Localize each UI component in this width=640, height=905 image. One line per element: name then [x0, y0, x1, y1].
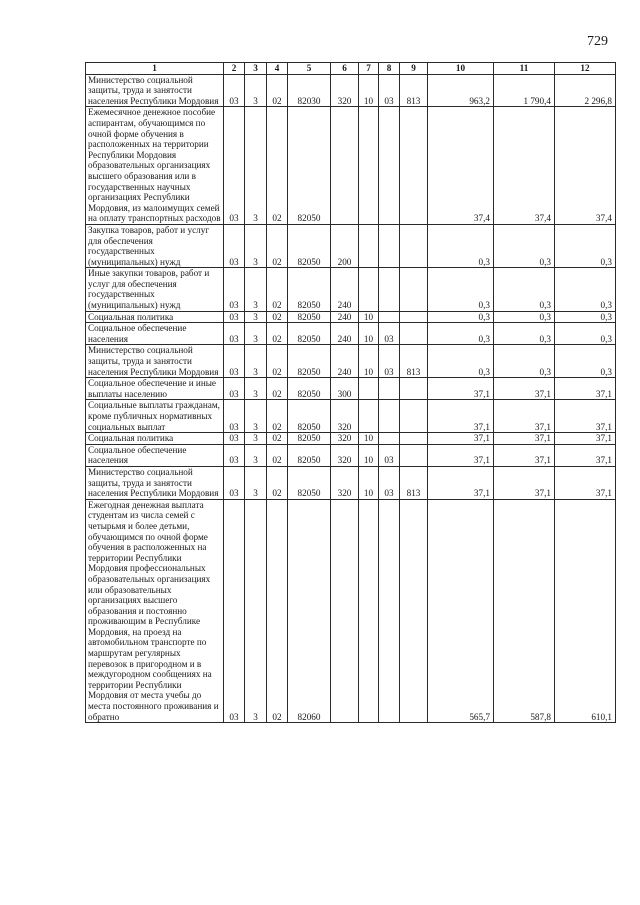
table-cell: 565,7 [428, 499, 494, 722]
table-cell: 03 [224, 378, 245, 400]
table-cell [400, 444, 428, 466]
table-cell: 82050 [288, 400, 331, 433]
table-cell: 320 [331, 74, 359, 107]
table-cell: 10 [359, 345, 379, 378]
row-label-cell: Социальные выплаты гражданам, кроме публичных нормативных социальных выплат [86, 400, 224, 433]
table-row [86, 107, 616, 225]
table-cell: 3 [245, 345, 267, 378]
table-cell: 03 [224, 268, 245, 311]
table-cell: 02 [267, 224, 288, 267]
row-label-cell: Министерство социальной защиты, труда и занятости населения Республики Мордовия [86, 74, 224, 107]
table-cell: 37,1 [494, 433, 555, 445]
table-row [86, 311, 616, 323]
table-cell: 82050 [288, 224, 331, 267]
table-cell: 3 [245, 224, 267, 267]
row-label-cell: Ежемесячное денежное пособие аспирантам, обучающимся по очной форме обучения в расположенных на территории Республики Мордовия образовательных организациях высшего образования или в государственных научных организациях Республики Мордовия, из малоимущих семей на оплату транспортных расходов [86, 107, 224, 225]
table-cell [400, 433, 428, 445]
table-cell: 0,3 [494, 224, 555, 267]
table-cell: 37,1 [428, 378, 494, 400]
table-cell: 82050 [288, 323, 331, 345]
table-cell: 3 [245, 378, 267, 400]
table-cell: 02 [267, 74, 288, 107]
table-cell: 0,3 [494, 311, 555, 323]
table-cell: 03 [379, 444, 400, 466]
table-cell: 813 [400, 466, 428, 499]
table-cell: 0,3 [428, 224, 494, 267]
table-cell: 3 [245, 433, 267, 445]
table-cell: 2 296,8 [555, 74, 616, 107]
table-cell: 02 [267, 499, 288, 722]
table-cell: 37,1 [494, 466, 555, 499]
table-cell: 240 [331, 311, 359, 323]
table-row [86, 444, 616, 466]
table-cell: 3 [245, 444, 267, 466]
table-cell: 82050 [288, 268, 331, 311]
column-header: 6 [331, 63, 359, 75]
table-cell [400, 224, 428, 267]
table-cell: 82050 [288, 444, 331, 466]
table-cell: 37,1 [555, 378, 616, 400]
column-header: 1 [86, 63, 224, 75]
table-cell: 3 [245, 466, 267, 499]
column-header: 2 [224, 63, 245, 75]
table-cell: 3 [245, 400, 267, 433]
table-cell: 82050 [288, 345, 331, 378]
table-cell: 37,1 [555, 444, 616, 466]
table-cell: 03 [379, 466, 400, 499]
table-cell [400, 107, 428, 225]
table-cell: 10 [359, 74, 379, 107]
column-header: 5 [288, 63, 331, 75]
table-cell: 320 [331, 444, 359, 466]
table-cell [359, 268, 379, 311]
table-cell: 03 [224, 107, 245, 225]
table-cell: 0,3 [555, 268, 616, 311]
table-row [86, 345, 616, 378]
table-row [86, 466, 616, 499]
table-cell: 0,3 [555, 311, 616, 323]
table-row [86, 323, 616, 345]
row-label-cell: Социальное обеспечение населения [86, 323, 224, 345]
table-cell [379, 224, 400, 267]
table-cell: 3 [245, 311, 267, 323]
table-row [86, 433, 616, 445]
table-cell: 82050 [288, 466, 331, 499]
table-cell: 1 790,4 [494, 74, 555, 107]
table-cell: 37,1 [555, 466, 616, 499]
column-header: 10 [428, 63, 494, 75]
table-cell: 37,4 [555, 107, 616, 225]
table-cell: 10 [359, 323, 379, 345]
table-cell [400, 499, 428, 722]
row-label-cell: Социальное обеспечение населения [86, 444, 224, 466]
table-cell: 03 [379, 345, 400, 378]
table-cell: 0,3 [555, 323, 616, 345]
table-cell: 3 [245, 323, 267, 345]
table-cell [331, 107, 359, 225]
table-cell: 03 [224, 444, 245, 466]
table-cell: 02 [267, 323, 288, 345]
table-row [86, 74, 616, 107]
budget-table [85, 62, 616, 723]
table-cell [359, 107, 379, 225]
table-cell: 37,1 [428, 433, 494, 445]
table-cell [400, 268, 428, 311]
table-cell: 320 [331, 400, 359, 433]
table-cell: 03 [224, 311, 245, 323]
table-cell: 03 [224, 323, 245, 345]
row-label-cell: Закупка товаров, работ и услуг для обеспечения государственных (муниципальных) нужд [86, 224, 224, 267]
table-cell: 37,1 [428, 444, 494, 466]
row-label-cell: Социальная политика [86, 311, 224, 323]
table-cell [379, 400, 400, 433]
table-cell [359, 400, 379, 433]
table-cell: 82050 [288, 433, 331, 445]
table-cell: 02 [267, 311, 288, 323]
table-cell: 10 [359, 444, 379, 466]
row-label-cell: Социальное обеспечение и иные выплаты населению [86, 378, 224, 400]
table-cell: 03 [224, 433, 245, 445]
table-cell: 37,1 [494, 400, 555, 433]
table-cell: 82050 [288, 311, 331, 323]
column-header: 11 [494, 63, 555, 75]
table-cell: 10 [359, 311, 379, 323]
table-cell: 03 [224, 224, 245, 267]
table-cell: 813 [400, 345, 428, 378]
table-body [86, 74, 616, 723]
table-cell [379, 268, 400, 311]
table-cell: 3 [245, 268, 267, 311]
table-cell [359, 378, 379, 400]
table-cell: 240 [331, 345, 359, 378]
table-cell [379, 499, 400, 722]
table-cell: 813 [400, 74, 428, 107]
table-cell: 10 [359, 466, 379, 499]
table-cell: 3 [245, 74, 267, 107]
table-cell: 37,1 [494, 444, 555, 466]
table-cell: 82050 [288, 378, 331, 400]
table-cell: 10 [359, 433, 379, 445]
table-cell: 03 [224, 466, 245, 499]
table-cell [400, 323, 428, 345]
table-cell: 02 [267, 107, 288, 225]
table-row [86, 378, 616, 400]
table-cell: 37,4 [428, 107, 494, 225]
table-cell: 03 [379, 74, 400, 107]
row-label-cell: Социальная политика [86, 433, 224, 445]
table-cell: 3 [245, 107, 267, 225]
table-cell: 03 [224, 400, 245, 433]
table-cell: 3 [245, 499, 267, 722]
table-cell: 37,1 [555, 400, 616, 433]
row-label-cell: Иные закупки товаров, работ и услуг для обеспечения государственных (муниципальных) нужд [86, 268, 224, 311]
table-cell: 82060 [288, 499, 331, 722]
table-cell: 0,3 [428, 268, 494, 311]
table-cell: 03 [379, 323, 400, 345]
table-cell [359, 499, 379, 722]
header-row [86, 63, 616, 75]
table-row [86, 400, 616, 433]
table-cell: 37,1 [555, 433, 616, 445]
table-cell [379, 378, 400, 400]
table-cell: 240 [331, 268, 359, 311]
column-header: 3 [245, 63, 267, 75]
table-cell: 02 [267, 433, 288, 445]
table-cell [400, 311, 428, 323]
table-cell: 37,1 [428, 400, 494, 433]
table-cell: 37,4 [494, 107, 555, 225]
table-row [86, 268, 616, 311]
table-cell: 02 [267, 345, 288, 378]
table-cell: 02 [267, 400, 288, 433]
table-cell: 0,3 [494, 268, 555, 311]
table-cell: 300 [331, 378, 359, 400]
table-row [86, 224, 616, 267]
table-cell: 610,1 [555, 499, 616, 722]
table-cell: 200 [331, 224, 359, 267]
table-cell: 0,3 [428, 311, 494, 323]
table-cell: 03 [224, 345, 245, 378]
page-number: 729 [587, 34, 608, 49]
table-cell: 82030 [288, 74, 331, 107]
table-cell: 587,8 [494, 499, 555, 722]
table-cell [359, 224, 379, 267]
table-cell: 320 [331, 466, 359, 499]
table-cell: 0,3 [494, 345, 555, 378]
table-cell: 320 [331, 433, 359, 445]
column-header: 9 [400, 63, 428, 75]
table-cell: 02 [267, 444, 288, 466]
table-cell [400, 378, 428, 400]
table-cell: 37,1 [494, 378, 555, 400]
table-cell [379, 107, 400, 225]
row-label-cell: Министерство социальной защиты, труда и занятости населения Республики Мордовия [86, 466, 224, 499]
table-cell [331, 499, 359, 722]
table-cell: 82050 [288, 107, 331, 225]
row-label-cell: Ежегодная денежная выплата студентам из числа семей с четырьмя и более детьми, обучающимся по очной форме обучения в расположенных на территории Республики Мордовия профессиональных образовательных организациях или образовательных организациях высшего образования и постоянно проживающим в Республике Мордовия, на проезд на автомобильном транспорте по маршрутам регулярных перевозок в пригородном и в междугородном сообщениях на территории Республики Мордовия от места учебы до места постоянного проживания и обратно [86, 499, 224, 722]
table-row [86, 499, 616, 722]
row-label-cell: Министерство социальной защиты, труда и занятости населения Республики Мордовия [86, 345, 224, 378]
table-cell: 963,2 [428, 74, 494, 107]
table-cell: 03 [224, 74, 245, 107]
table-cell [379, 311, 400, 323]
table-cell: 02 [267, 466, 288, 499]
column-header: 4 [267, 63, 288, 75]
table-cell: 0,3 [555, 345, 616, 378]
column-header: 12 [555, 63, 616, 75]
table-cell: 02 [267, 378, 288, 400]
table-cell: 02 [267, 268, 288, 311]
table-cell: 37,1 [428, 466, 494, 499]
column-header: 7 [359, 63, 379, 75]
table-cell [400, 400, 428, 433]
table-cell: 240 [331, 323, 359, 345]
table-cell: 0,3 [428, 323, 494, 345]
table-cell: 03 [224, 499, 245, 722]
table-cell: 0,3 [494, 323, 555, 345]
table-cell: 0,3 [428, 345, 494, 378]
column-header: 8 [379, 63, 400, 75]
table-cell: 0,3 [555, 224, 616, 267]
table-cell [379, 433, 400, 445]
